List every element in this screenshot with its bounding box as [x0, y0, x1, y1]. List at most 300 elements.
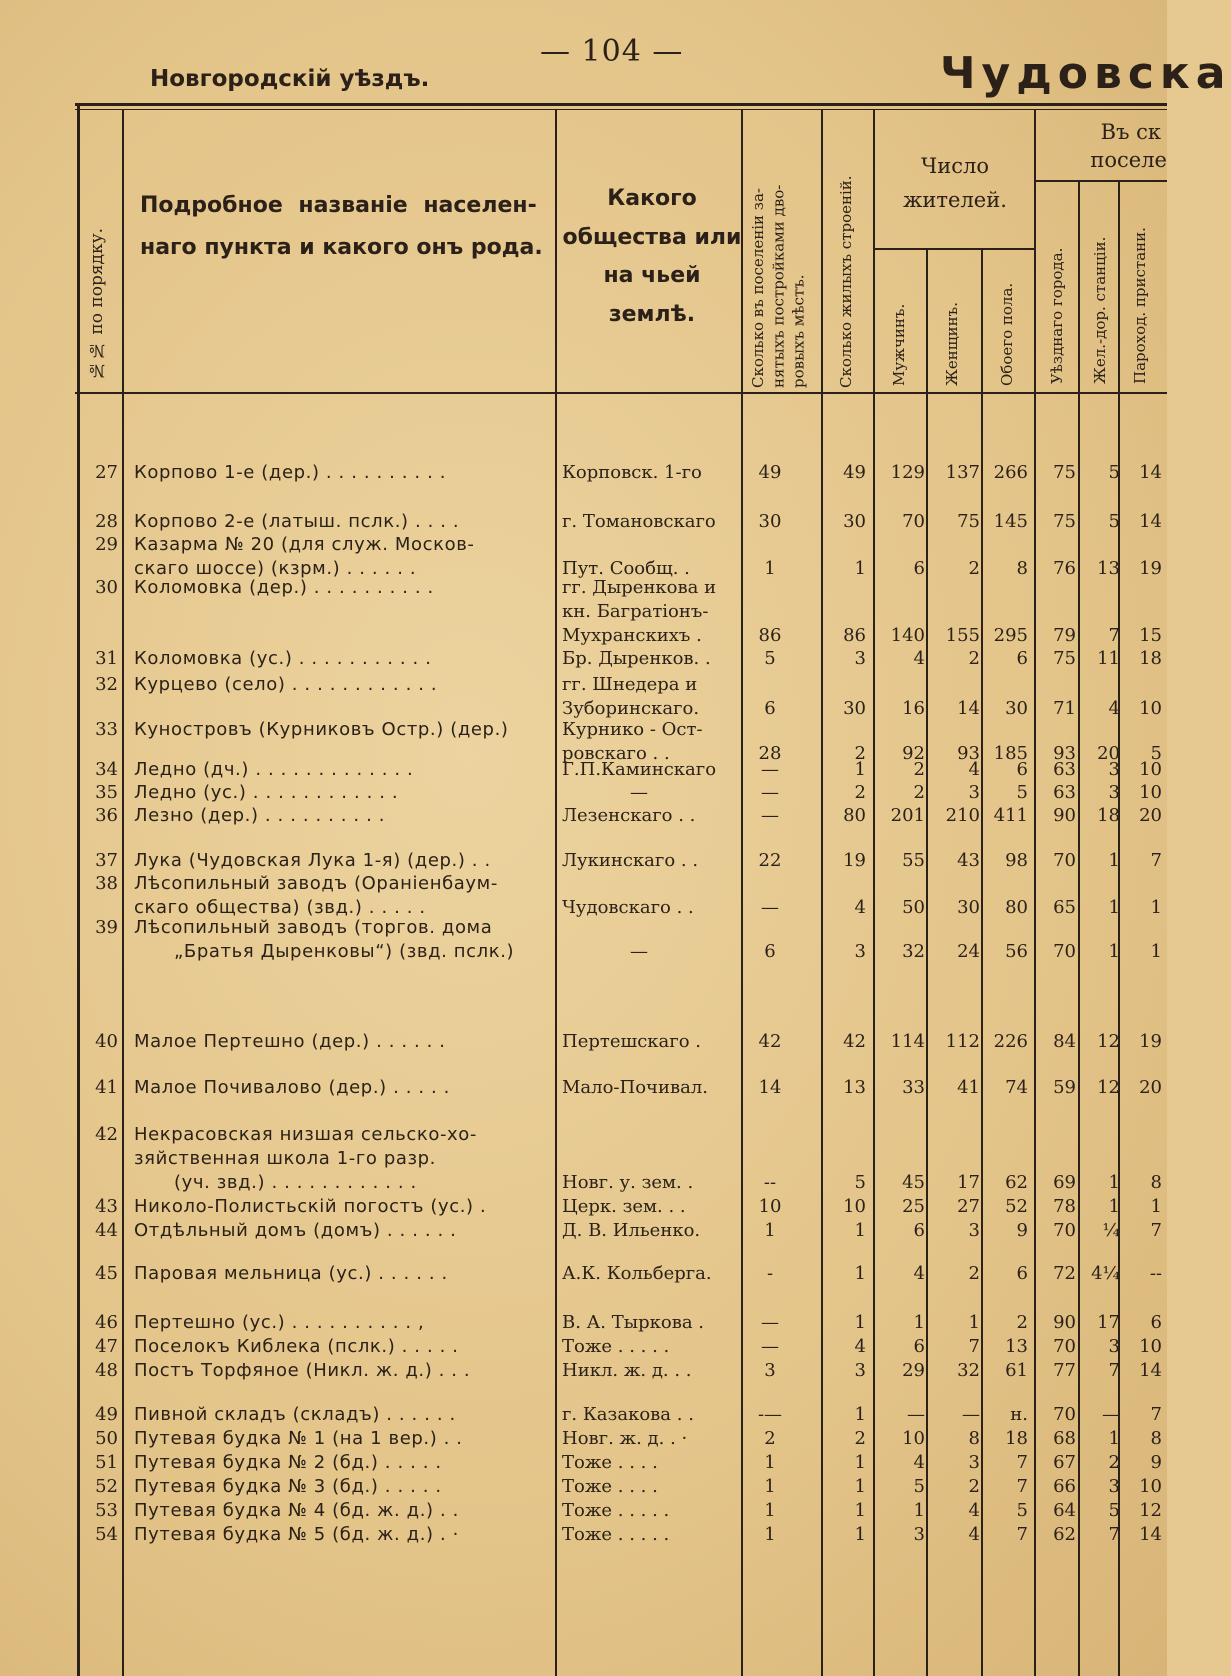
cell-value: 50 — [902, 897, 925, 918]
cell-value: 1 — [913, 1500, 925, 1521]
cell-value: 4 — [968, 759, 980, 780]
row-number: 39 — [95, 917, 118, 938]
cell-value: 49 — [758, 462, 782, 483]
col-name-header — [140, 185, 550, 269]
cell-value: 6 — [764, 941, 776, 962]
cell-value: 16 — [902, 698, 925, 719]
page-number: — 104 — — [540, 34, 684, 69]
settlement-name: Николо-Полистьскій погостъ (ус.) . — [134, 1196, 487, 1217]
cell-value: 112 — [945, 1031, 980, 1052]
cell-value: 7 — [1016, 1452, 1028, 1473]
settlement-name: Малое Почивалово (дер.) . . . . . — [134, 1077, 450, 1098]
cell-value: 42 — [843, 1031, 866, 1052]
cell-value: 20 — [1139, 805, 1162, 826]
row-number: 27 — [95, 462, 118, 483]
settlement-name: „Братья Дыренковы“) (звд. пслк.) — [174, 941, 515, 962]
settlement-name: Паровая мельница (ус.) . . . . . . — [134, 1263, 448, 1284]
cell-value: 12 — [1139, 1500, 1162, 1521]
cell-value: 6 — [1150, 1312, 1162, 1333]
society-name: Лезенскаго . . — [562, 805, 696, 826]
cell-value: 145 — [993, 511, 1028, 532]
cell-value: 56 — [1005, 941, 1028, 962]
cell-value: 1 — [1108, 1172, 1120, 1193]
cell-value: 5 — [1108, 511, 1120, 532]
col-enclosed-header — [748, 118, 816, 388]
settlement-name: Лезно (дер.) . . . . . . . . . . — [134, 805, 386, 826]
cell-value: 1 — [764, 558, 776, 579]
cell-value: 71 — [1053, 698, 1076, 719]
cell-value: 10 — [1139, 782, 1162, 803]
row-number: 48 — [95, 1360, 118, 1381]
cell-value: 79 — [1053, 625, 1076, 646]
cell-value: 3 — [854, 941, 866, 962]
row-number: 46 — [95, 1312, 118, 1333]
cell-value: 7 — [1108, 625, 1120, 646]
cell-value: 55 — [902, 850, 925, 871]
cell-value: 10 — [843, 1196, 866, 1217]
cell-value: 3 — [1108, 759, 1120, 780]
society-name: Мало-Почивал. — [562, 1077, 708, 1098]
settlement-name: (уч. звд.) . . . . . . . . . . . . — [174, 1172, 417, 1193]
cell-value: 1 — [854, 1263, 866, 1284]
col-men-header: Мужчинъ. — [890, 303, 908, 386]
cell-value: 64 — [1053, 1500, 1076, 1521]
cell-value: 93 — [1053, 743, 1076, 764]
cell-value: 5 — [1108, 1500, 1120, 1521]
cell-value: 98 — [1005, 850, 1028, 871]
cell-value: 7 — [1016, 1476, 1028, 1497]
cell-value: 14 — [758, 1077, 782, 1098]
cell-value: — — [761, 782, 779, 803]
society-name: Церк. зем. . . — [562, 1196, 686, 1217]
col-distance-line2: поселе — [1090, 148, 1167, 173]
cell-value: 18 — [1139, 648, 1162, 669]
cell-value: 2 — [854, 1428, 866, 1449]
row-number: 44 — [95, 1220, 118, 1241]
settlement-name: Путевая будка № 2 (бд.) . . . . . — [134, 1452, 442, 1473]
cell-value: 6 — [1016, 648, 1028, 669]
col-divider — [1078, 180, 1080, 1676]
cell-value: — — [907, 1404, 925, 1425]
cell-value: 12 — [1097, 1031, 1120, 1052]
cell-value: 9 — [1016, 1220, 1028, 1241]
district-title: Новгородскій уѣздъ. — [150, 66, 430, 92]
cell-value: 1 — [1108, 897, 1120, 918]
society-name: Тоже . . . . — [562, 1452, 658, 1473]
cell-value: 2 — [854, 743, 866, 764]
col-town-header: Уѣзднаго города. — [1048, 247, 1066, 384]
cell-value: 24 — [957, 941, 980, 962]
cell-value: 59 — [1053, 1077, 1076, 1098]
col-distance-line1: Въ ск — [1100, 120, 1161, 144]
col-residents-line1: Число — [921, 154, 989, 178]
cell-value: 62 — [1053, 1524, 1076, 1545]
cell-value: 14 — [1139, 511, 1162, 532]
society-name: Тоже . . . . . — [562, 1524, 670, 1545]
cell-value: 1 — [913, 1312, 925, 1333]
col-divider — [821, 110, 823, 1676]
cell-value: 3 — [968, 782, 980, 803]
cell-value: 63 — [1053, 759, 1076, 780]
cell-value: 2 — [1016, 1312, 1028, 1333]
row-number: 41 — [95, 1077, 118, 1098]
cell-value: 137 — [945, 462, 980, 483]
cell-value: 10 — [758, 1196, 782, 1217]
cell-value: 1 — [854, 558, 866, 579]
cell-value: 2 — [968, 1263, 980, 1284]
row-number: 36 — [95, 805, 118, 826]
cell-value: 6 — [913, 558, 925, 579]
cell-value: 17 — [1097, 1312, 1120, 1333]
cell-value: 70 — [1053, 1404, 1076, 1425]
row-number: 33 — [95, 719, 118, 740]
cell-value: 77 — [1053, 1360, 1076, 1381]
cell-value: 3 — [764, 1360, 776, 1381]
cell-value: 86 — [758, 625, 782, 646]
cell-value: 10 — [1139, 698, 1162, 719]
settlement-name: Путевая будка № 4 (бд. ж. д.) . . — [134, 1500, 459, 1521]
cell-value: 92 — [902, 743, 925, 764]
cell-value: 2 — [968, 648, 980, 669]
society-name: Тоже . . . . . — [562, 1500, 670, 1521]
cell-value: 17 — [957, 1172, 980, 1193]
settlement-name: Ледно (ус.) . . . . . . . . . . . . — [134, 782, 399, 803]
cell-value: 6 — [913, 1336, 925, 1357]
cell-value: 6 — [913, 1220, 925, 1241]
cell-value: 70 — [1053, 850, 1076, 871]
cell-value: — — [761, 897, 779, 918]
cell-value: 32 — [957, 1360, 980, 1381]
cell-value: 41 — [957, 1077, 980, 1098]
society-name: Новг. у. зем. . — [562, 1172, 694, 1193]
cell-value: -— — [757, 1404, 783, 1425]
settlement-name: Корпово 1-е (дер.) . . . . . . . . . . — [134, 462, 447, 483]
cell-value: 7 — [1108, 1524, 1120, 1545]
col-both-header: Обоего пола. — [998, 282, 1016, 386]
cell-value: 1 — [854, 1220, 866, 1241]
cell-value: 1 — [854, 1452, 866, 1473]
cell-value: 1 — [854, 1312, 866, 1333]
cell-value: 84 — [1053, 1031, 1076, 1052]
cell-value: 2 — [968, 558, 980, 579]
cell-value: 10 — [1139, 1336, 1162, 1357]
row-number: 47 — [95, 1336, 118, 1357]
cell-value: н. — [1010, 1404, 1028, 1425]
society-name: Тоже . . . . . — [562, 1336, 670, 1357]
settlement-name: зяйственная школа 1-го разр. — [134, 1148, 437, 1169]
cell-value: 201 — [890, 805, 925, 826]
cell-value: 5 — [913, 1476, 925, 1497]
cell-value: 3 — [968, 1452, 980, 1473]
cell-value: 10 — [1139, 1476, 1162, 1497]
cell-value: 6 — [1016, 759, 1028, 780]
cell-value: 10 — [902, 1428, 925, 1449]
cell-value: 43 — [957, 850, 980, 871]
col-society-line1: Какого — [607, 186, 697, 211]
cell-value: 3 — [854, 648, 866, 669]
society-name: Курнико - Ост- — [562, 719, 703, 740]
society-name: гг. Шнедера и — [562, 674, 698, 695]
cell-value: 30 — [1005, 698, 1028, 719]
society-name: Пертешскаго . — [562, 1031, 701, 1052]
society-name: Зуборинскаго. — [562, 698, 700, 719]
row-number: 34 — [95, 759, 118, 780]
col-enclosed-line3: ровыхъ мѣстъ. — [789, 274, 808, 388]
cell-value: 2 — [1108, 1452, 1120, 1473]
cell-value: 6 — [1016, 1263, 1028, 1284]
cell-value: 8 — [1150, 1428, 1162, 1449]
society-name: Д. В. Ильенко. — [562, 1220, 701, 1241]
society-name: Бр. Дыренков. . — [562, 648, 711, 669]
cell-value: 68 — [1053, 1428, 1076, 1449]
cell-value: 3 — [1108, 782, 1120, 803]
cell-value: 76 — [1053, 558, 1076, 579]
col-residents-header — [876, 150, 1034, 217]
cell-value: 14 — [1139, 1360, 1162, 1381]
cell-value: 52 — [1005, 1196, 1028, 1217]
cell-value: 1 — [854, 1500, 866, 1521]
cell-value: 1 — [1108, 1196, 1120, 1217]
cell-value: 7 — [1150, 850, 1162, 871]
cell-value: 5 — [1016, 782, 1028, 803]
cell-value: 32 — [902, 941, 925, 962]
row-number: 32 — [95, 674, 118, 695]
cell-value: 3 — [913, 1524, 925, 1545]
col-society-header — [562, 180, 742, 334]
cell-value: 80 — [843, 805, 866, 826]
society-name: ровскаго . . — [562, 743, 670, 764]
cell-value: 1 — [1108, 941, 1120, 962]
cell-value: 129 — [890, 462, 925, 483]
settlement-name: Ледно (дч.) . . . . . . . . . . . . . — [134, 759, 414, 780]
cell-value: 30 — [957, 897, 980, 918]
settlement-name: Коломовка (дер.) . . . . . . . . . . — [134, 577, 434, 598]
settlement-name: Поселокъ Киблека (пслк.) . . . . . — [134, 1336, 459, 1357]
cell-value: 226 — [993, 1031, 1028, 1052]
cell-value: 72 — [1053, 1263, 1076, 1284]
cell-value: 155 — [945, 625, 980, 646]
cell-value: 75 — [1053, 648, 1076, 669]
row-number: 42 — [95, 1124, 118, 1145]
cell-value: 4 — [913, 1452, 925, 1473]
cell-value: 27 — [957, 1196, 980, 1217]
cell-value: 70 — [1053, 941, 1076, 962]
cell-value: 140 — [890, 625, 925, 646]
cell-value: 9 — [1150, 1452, 1162, 1473]
row-number: 35 — [95, 782, 118, 803]
cell-value: 30 — [843, 511, 866, 532]
cell-value: 7 — [1016, 1524, 1028, 1545]
settlement-name: Путевая будка № 1 (на 1 вер.) . . — [134, 1428, 463, 1449]
cell-value: 1 — [854, 1404, 866, 1425]
settlement-name: Лука (Чудовская Лука 1-я) (дер.) . . — [134, 850, 491, 871]
settlement-name: Пивной складъ (складъ) . . . . . . — [134, 1404, 456, 1425]
col-residents-line2: жителей. — [903, 187, 1007, 212]
left-border — [77, 103, 80, 1676]
settlement-name: Путевая будка № 3 (бд.) . . . . . — [134, 1476, 442, 1497]
cell-value: 4 — [1108, 698, 1120, 719]
cell-value: 5 — [1150, 743, 1162, 764]
society-name: Пут. Сообщ. . — [562, 558, 690, 579]
header-rule — [75, 392, 1167, 394]
cell-value: 3 — [968, 1220, 980, 1241]
cell-value: 5 — [1108, 462, 1120, 483]
cell-value: 93 — [957, 743, 980, 764]
cell-value: 86 — [843, 625, 866, 646]
cell-value: 14 — [1139, 1524, 1162, 1545]
cell-value: 30 — [758, 511, 782, 532]
cell-value: 67 — [1053, 1452, 1076, 1473]
cell-value: 75 — [1053, 511, 1076, 532]
cell-value: — — [962, 1404, 980, 1425]
cell-value: 266 — [993, 462, 1028, 483]
col-distance-header — [1040, 118, 1167, 175]
cell-value: 11 — [1097, 648, 1120, 669]
cell-value: — — [1102, 1404, 1120, 1425]
cell-value: 411 — [993, 805, 1028, 826]
cell-value: 3 — [854, 1360, 866, 1381]
cell-value: 4¼ — [1091, 1263, 1120, 1284]
cell-value: 75 — [1053, 462, 1076, 483]
col-name-line2: наго пункта и какого онъ рода. — [140, 234, 543, 260]
cell-value: 114 — [890, 1031, 925, 1052]
cell-value: 5 — [1016, 1500, 1028, 1521]
settlement-name: скаго шоссе) (кзрм.) . . . . . . — [134, 558, 417, 579]
cell-value: 65 — [1053, 897, 1076, 918]
cell-value: 49 — [843, 462, 866, 483]
cell-value: 14 — [957, 698, 980, 719]
society-name: г. Казакова . . — [562, 1404, 694, 1425]
cell-value: 5 — [764, 648, 776, 669]
society-name: кн. Багратіонъ- — [562, 601, 709, 622]
col-pier-header: Пароход. пристани. — [1131, 227, 1149, 384]
cell-value: 2 — [854, 782, 866, 803]
cell-value: 13 — [1097, 558, 1120, 579]
cell-value: 1 — [854, 759, 866, 780]
cell-value: 19 — [1139, 558, 1162, 579]
row-number: 43 — [95, 1196, 118, 1217]
cell-value: 62 — [1005, 1172, 1028, 1193]
cell-value: 3 — [1108, 1336, 1120, 1357]
society-name: Новг. ж. д. . · — [562, 1428, 688, 1449]
cell-value: 63 — [1053, 782, 1076, 803]
cell-value: 4 — [913, 648, 925, 669]
cell-value: 61 — [1005, 1360, 1028, 1381]
row-number: 53 — [95, 1500, 118, 1521]
cell-value: 20 — [1097, 743, 1120, 764]
settlement-name: Постъ Торфяное (Никл. ж. д.) . . . — [134, 1360, 471, 1381]
row-number: 52 — [95, 1476, 118, 1497]
col-society-line2: общества или — [562, 224, 742, 250]
top-rule-thin — [75, 109, 1167, 110]
cell-value: 1 — [764, 1452, 776, 1473]
cell-value: 2 — [913, 782, 925, 803]
society-name: — — [630, 782, 648, 803]
col-divider — [1034, 110, 1036, 1676]
cell-value: 1 — [1150, 1196, 1162, 1217]
row-number: 28 — [95, 511, 118, 532]
cell-value: 7 — [1150, 1220, 1162, 1241]
col-name-line1: Подробное названіе населен- — [140, 193, 537, 218]
cell-value: 15 — [1139, 625, 1162, 646]
settlement-name: Лѣсопильный заводъ (Ораніенбаум- — [134, 873, 498, 894]
society-name: Корповск. 1-го — [562, 462, 702, 483]
cell-value: 90 — [1053, 1312, 1076, 1333]
row-number: 45 — [95, 1263, 118, 1284]
row-number: 49 — [95, 1404, 118, 1425]
society-name: — — [630, 941, 648, 962]
society-name: В. А. Тыркова . — [562, 1312, 704, 1333]
row-number: 38 — [95, 873, 118, 894]
col-rail-header: Жел.-дор. станціи. — [1091, 236, 1109, 384]
settlement-name: Путевая будка № 5 (бд. ж. д.) . · — [134, 1524, 459, 1545]
cell-value: 69 — [1053, 1172, 1076, 1193]
cell-value: 1 — [854, 1524, 866, 1545]
cell-value: 1 — [1150, 941, 1162, 962]
society-name: Тоже . . . . — [562, 1476, 658, 1497]
cell-value: 8 — [1016, 558, 1028, 579]
cell-value: 12 — [1097, 1077, 1120, 1098]
cell-value: 18 — [1097, 805, 1120, 826]
row-number: 30 — [95, 577, 118, 598]
cell-value: 7 — [968, 1336, 980, 1357]
cell-value: 45 — [902, 1172, 925, 1193]
cell-value: — — [761, 759, 779, 780]
settlement-name: Пертешно (ус.) . . . . . . . . . . , — [134, 1312, 425, 1333]
cell-value: 4 — [968, 1524, 980, 1545]
cell-value: 2 — [764, 1428, 776, 1449]
cell-value: 1 — [1150, 897, 1162, 918]
cell-value: 7 — [1150, 1404, 1162, 1425]
settlement-name: Курцево (село) . . . . . . . . . . . . — [134, 674, 438, 695]
row-number: 31 — [95, 648, 118, 669]
col-society-line3: на чьей землѣ. — [603, 263, 701, 327]
cell-value: 75 — [957, 511, 980, 532]
cell-value: 33 — [902, 1077, 925, 1098]
volost-title: Чудовска — [940, 48, 1231, 99]
distance-rule — [1034, 180, 1167, 182]
cell-value: 80 — [1005, 897, 1028, 918]
settlement-name: Куностровъ (Курниковъ Остр.) (дер.) — [134, 719, 509, 740]
col-enclosed-line2: нятыхъ постройками дво- — [769, 184, 788, 388]
row-number: 51 — [95, 1452, 118, 1473]
cell-value: 210 — [945, 805, 980, 826]
cell-value: 1 — [764, 1524, 776, 1545]
cell-value: 22 — [758, 850, 782, 871]
cell-value: 2 — [913, 759, 925, 780]
cell-value: 29 — [902, 1360, 925, 1381]
society-name: Никл. ж. д. . . — [562, 1360, 692, 1381]
settlement-name: Лѣсопильный заводъ (торгов. дома — [134, 917, 493, 938]
cell-value: 4 — [913, 1263, 925, 1284]
cell-value: 4 — [854, 1336, 866, 1357]
cell-value: 13 — [1005, 1336, 1028, 1357]
settlement-name: Корпово 2-е (латыш. пслк.) . . . . — [134, 511, 460, 532]
society-name: А.К. Кольберга. — [562, 1263, 712, 1284]
cell-value: 90 — [1053, 805, 1076, 826]
cell-value: 14 — [1139, 462, 1162, 483]
cell-value: 18 — [1005, 1428, 1028, 1449]
cell-value: ¼ — [1102, 1220, 1120, 1241]
cell-value: 25 — [902, 1196, 925, 1217]
settlement-name: Коломовка (ус.) . . . . . . . . . . . — [134, 648, 432, 669]
cell-value: — — [761, 805, 779, 826]
cell-value: 19 — [1139, 1031, 1162, 1052]
row-number: 54 — [95, 1524, 118, 1545]
col-buildings-header: Сколько жилыхъ строеній. — [837, 175, 855, 388]
settlement-name: Малое Пертешно (дер.) . . . . . . — [134, 1031, 446, 1052]
top-rule — [75, 103, 1167, 106]
